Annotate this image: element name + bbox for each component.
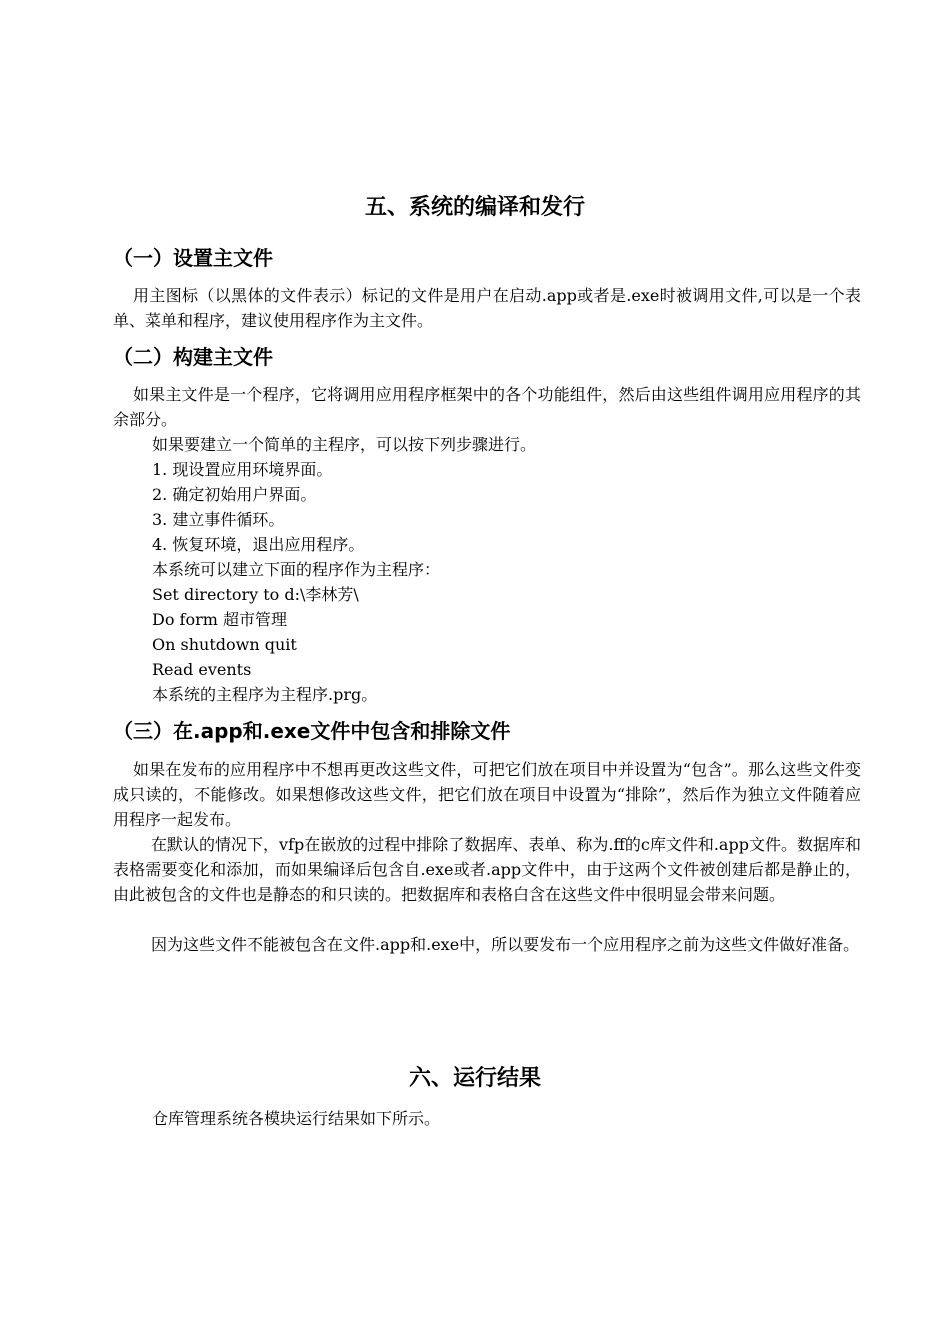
section-5-2-body: 如果主文件是一个程序，它将调用应用程序框架中的各个功能组件，然后由这些组件调用应用程序的其余部分。	[113, 385, 861, 429]
code-line: On shutdown quit	[152, 635, 297, 654]
list-item: 本系统可以建立下面的程序作为主程序：	[152, 560, 441, 579]
list-item: 3. 建立事件循环。	[152, 510, 285, 529]
code-line: Set directory to d:\李林芳\	[152, 585, 359, 604]
section-5-2-heading: （二）构建主文件	[113, 345, 273, 369]
list-item: 2. 确定初始用户界面。	[152, 485, 317, 504]
section-5-title: 五、系统的编译和发行	[364, 195, 585, 220]
section-5-3-heading: （三）在.app和.exe文件中包含和排除文件	[113, 719, 511, 743]
section-5-1-body: 用主图标（以黑体的文件表示）标记的文件是用户在启动.app或者是.exe时被调用文件,可以是一个表单、菜单和程序，建议使用程序作为主文件。	[113, 286, 861, 330]
code-line: Do form 超市管理	[152, 610, 288, 629]
list-item: 1. 现设置应用环境界面。	[152, 460, 333, 479]
list-item: 4. 恢复环境，退出应用程序。	[152, 535, 365, 554]
section-5-3-para-2: 在默认的情况下，vfp在嵌放的过程中排除了数据库、表单、称为.ff的c库文件和.app文件。数据库和表格需要变化和添加，而如果编译后包含自.exe或者.app文件中，由于这两个文件被创建后都是静止的，由此被包含的文件也是静态的和只读的。把数据库和表格白含在这些文件中很明显会带来问题。	[113, 835, 861, 904]
list-item: 如果要建立一个简单的主程序，可以按下列步骤进行。	[152, 435, 537, 454]
section-5-1-heading: （一）设置主文件	[113, 246, 273, 270]
section-6-title: 六、运行结果	[408, 1066, 541, 1091]
section-5-3-para-1: 如果在发布的应用程序中不想再更改这些文件，可把它们放在项目中并设置为“包含”。那么这些文件变成只读的，不能修改。如果想修改这些文件，把它们放在项目中设置为“排除”，然后作为独立文件随着应用程序一起发布。	[113, 760, 861, 829]
code-line: Read events	[152, 660, 252, 679]
section-5-3-para-3: 因为这些文件不能被包含在文件.app和.exe中，所以要发布一个应用程序之前为这些文件做好准备。	[151, 935, 860, 954]
list-item: 本系统的主程序为主程序.prg。	[152, 685, 378, 704]
section-6-body: 仓库管理系统各模块运行结果如下所示。	[152, 1109, 441, 1128]
